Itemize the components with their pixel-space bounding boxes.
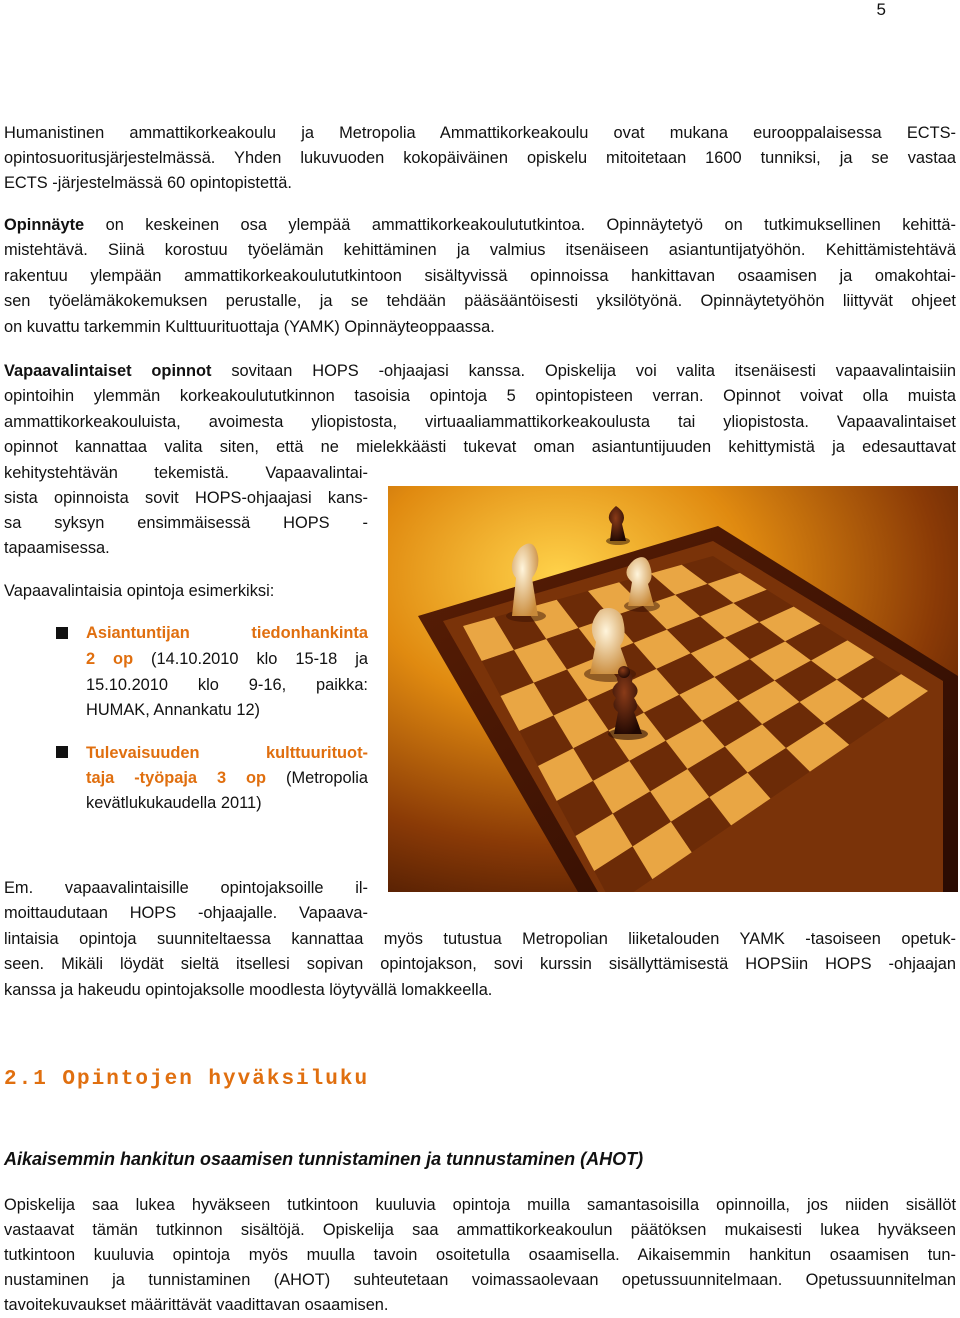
page-number: 5 xyxy=(876,0,886,19)
registration-line-5: kanssa ja hakeudu opintojaksolle moodlesta löytyvällä lomakkeella. xyxy=(4,981,493,999)
electives-line-6: sista opinnoista sovit HOPS-ohjaajasi kans- xyxy=(4,489,368,507)
ahot-line-5: tavoitekuvaukset määrittävät vaadittavan osaamisen. xyxy=(4,1296,389,1314)
list-item-2-line-2 xyxy=(86,766,368,791)
thesis-line-1 xyxy=(4,213,956,238)
list-item-1-link: Asiantuntijan tiedonhankinta xyxy=(86,624,368,642)
examples-intro: Vapaavalintaisia opintoja esimerkiksi: xyxy=(4,582,275,600)
electives-line-7: sa syksyn ensimmäisessä HOPS - xyxy=(4,514,368,532)
electives-line-8: tapaamisessa. xyxy=(4,539,110,557)
list-item-2-line-1 xyxy=(86,741,368,766)
electives-term: Vapaavalintaiset opinnot xyxy=(4,362,212,380)
list-item-1-line-4: HUMAK, Annankatu 12) xyxy=(86,701,261,719)
list-item-2-text: (Metropolia xyxy=(266,769,368,787)
electives-line-3: ammattikorkeakouluista, avoimesta yliopistosta, virtuaaliammattikorkeakoulusta tai yliopistosta. Vapaavalintaiset xyxy=(4,413,956,431)
list-item-1-line-2 xyxy=(86,647,368,672)
list-item-2-line-3: kevätlukukaudella 2011) xyxy=(86,794,262,812)
bullet-square-icon xyxy=(56,627,68,639)
registration-line-4: seen. Mikäli löydät sieltä itsellesi sopivan opintojakson, sovi kurssin sisällyttämisestä HOPSiin HOPS -ohjaajan xyxy=(4,955,956,973)
electives-line-1-text: sovitaan HOPS -ohjaajasi kanssa. Opiskelija voi valita itsenäisesti vapaavalintaisiin xyxy=(211,362,957,380)
ahot-line-1: Opiskelija saa lukea hyväkseen tutkintoon kuuluvia opintoja muilla samantasoisilla opinnoilla, jos niiden sisällöt xyxy=(4,1196,956,1214)
electives-line-5: kehitystehtävän tekemistä. Vapaavalintai- xyxy=(4,464,368,482)
registration-line-1: Em. vapaavalintaisille opintojaksoille il- xyxy=(4,879,368,897)
thesis-line-3: rakentuu ylempään ammattikorkeakoulututkintoon sisältyvissä opinnoissa hankittavan osaamisen ja omakohtai- xyxy=(4,267,956,285)
registration-line-2: moittaudutaan HOPS -ohjaajalle. Vapaava- xyxy=(4,904,368,922)
list-item-1-line-1 xyxy=(86,621,368,646)
intro-line-2: opintosuoritusjärjestelmässä. Yhden lukuvuoden kokopäiväinen opiskelu mitoitetaan 1600 tunniksi, ja se vastaa xyxy=(4,149,956,167)
intro-line-1: Humanistinen ammattikorkeakoulu ja Metropolia Ammattikorkeakoulu ovat mukana eurooppalaisessa ECTS- xyxy=(4,124,956,142)
bullet-square-icon xyxy=(56,746,68,758)
list-item-1-line-3: 15.10.2010 klo 9-16, paikka: xyxy=(86,676,368,694)
list-item-2-link: Tulevaisuuden kulttuurituot- xyxy=(86,744,368,762)
intro-line-3: ECTS -järjestelmässä 60 opintopistettä. xyxy=(4,174,292,192)
section-heading: 2.1 Opintojen hyväksiluku xyxy=(4,1068,370,1091)
thesis-term: Opinnäyte xyxy=(4,216,85,234)
electives-line-1 xyxy=(4,359,956,384)
ahot-line-3: tutkintoon kuuluvia opintoja myös muulla tavoin osoitetulla osaamisella. Aikaisemmin hankitun osaamisen tun- xyxy=(4,1246,956,1264)
thesis-line-2: mistehtävä. Siinä korostuu työelämän kehittäminen ja valmius itsenäiseen asiantuntijatyöhön. Kehittämistehtävä xyxy=(4,241,956,259)
thesis-line-4: sen työelämäkokemuksen perustalle, ja se tehdään pääsääntöisesti yksilötyönä. Opinnäytetyöhön liittyvät ohjeet xyxy=(4,292,956,310)
ahot-line-4: nustaminen ja tunnistaminen (AHOT) suhteutetaan voimassaolevaan opetussuunnitelmaan. Opetussuunnitelman xyxy=(4,1271,956,1289)
list-item-1-text: (14.10.2010 klo 15-18 ja xyxy=(133,650,368,668)
ahot-line-2: vastaavat tämän tutkinnon sisältöjä. Opiskelija saa ammattikorkeakoulun päätöksen mukaisesti lukea hyväkseen xyxy=(4,1221,956,1239)
thesis-line-5: on kuvattu tarkemmin Kulttuurituottaja (YAMK) Opinnäyteoppaassa. xyxy=(4,318,495,336)
list-item-2-credits: taja -työpaja 3 op xyxy=(86,769,267,787)
registration-line-3: lintaisia opintoja suunniteltaessa kannattaa myös tutustua Metropolian liiketalouden YAMK -tasoiseen opetuk- xyxy=(4,930,956,948)
thesis-line-1-text: on keskeinen osa ylempää ammattikorkeakoulututkintoa. Opinnäytetyö on tutkimuksellinen kehittä- xyxy=(84,216,956,234)
chessboard-photo xyxy=(388,486,958,892)
subheading: Aikaisemmin hankitun osaamisen tunnistaminen ja tunnustaminen (AHOT) xyxy=(4,1149,644,1169)
electives-line-4: opinnot kannattaa valita siten, että ne mielekkäästi tukevat oman asiantuntijuuden kehittymistä ja edesauttavat xyxy=(4,438,956,456)
list-item-1-credits: 2 op xyxy=(86,650,134,668)
electives-line-2: opintoihin ylemmän korkeakoulututkinnon tasoisia opintoja 5 opintopisteen verran. Opinnot voivat olla muista xyxy=(4,387,956,405)
